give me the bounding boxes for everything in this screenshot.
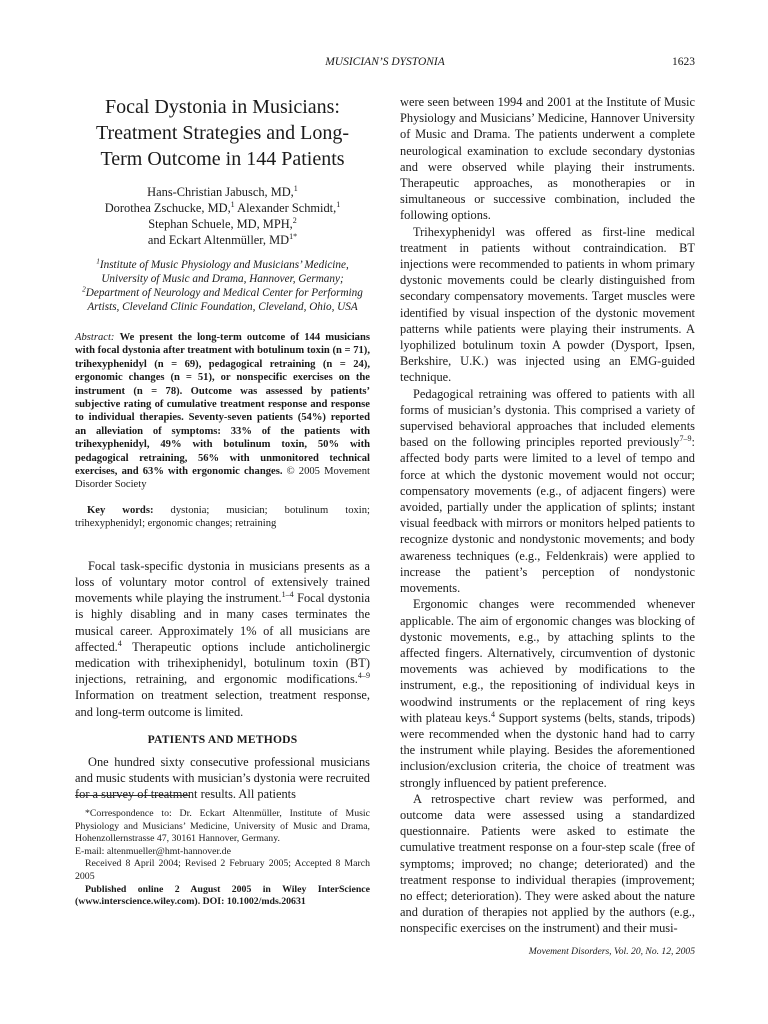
- abstract-text: We present the long-term outcome of 144 musicians with focal dystonia after treatment with botulinum toxin (n = 71), trihexyphenidyl (n = 69), pedagogical retraining (n = 24), ergonomic changes (n = 51), or nonspecific exercises on the instrument (n = 78). Outcome was assessed by patients’ subjective rating of cumulative treatment response and response to individual therapies. Seventy-seven patients (54%) reported an alleviation of symptoms: 33% of the patients with trihexyphenidyl, 49% with botulinum toxin, 50% with pedagogical retraining, 56% with unmonitored technical exercises, and 63% with ergonomic changes.: [75, 332, 370, 478]
- affiliations: $^1$Institute of Music Physiology and Musicians’ Medicine, University of Music and Drama, Hannover, Germany; $^2$Department of Neurology and Medical Center for Performing Artists, Cleveland Clinic Foundation, Cleveland, Ohio, USA: [82, 257, 363, 313]
- author-line: Hans-Christian Jabusch, MD,$^1$: [147, 183, 298, 199]
- right-column: [400, 94, 695, 937]
- footnotes: [75, 808, 370, 909]
- footnote-rule: [75, 795, 190, 796]
- abstract-copyright: © 2005 Movement Disorder Society: [75, 466, 370, 491]
- page-number: 1623: [672, 56, 695, 68]
- running-title: MUSICIAN’S DYSTONIA: [325, 56, 445, 68]
- methods-paragraph: One hundred sixty consecutive professional musicians and music students with musician’s dystonia were recruited for a survey of treatment results. All patients: [75, 754, 370, 802]
- received-note: Received 8 April 2004; Revised 2 February 2005; Accepted 8 March 2005: [75, 858, 370, 882]
- body-paragraph: Ergonomic changes were recommended whenever applicable. The aim of ergonomic changes was blocking of dystonic movements, e.g., by attaching splints to the affected fingers. Alternatively, circumvention of dystonic movements was achieved by modifications to the instrument, e.g., the repositioning of individual keys in woodwind instruments or the replacement of ring keys with plateau keys.$^4$ Support systems (belts, stands, tripods) were recommended when the dystonic hand had to carry the instrument while playing. Besides the aforementioned inclusion/exclusion criteria, the choice of treatment was strongly influenced by patient preference.: [400, 597, 695, 790]
- right-body: [400, 94, 695, 937]
- keywords-label: Key words:: [87, 504, 154, 516]
- citation: 7–9: [679, 434, 692, 444]
- abstract: [75, 331, 370, 492]
- author-list: [75, 184, 370, 248]
- running-header: [75, 56, 695, 72]
- affiliation-2: Department of Neurology and Medical Center for Performing Artists, Cleveland Clinic Foundation, Cleveland, Ohio, USA: [85, 287, 363, 313]
- abstract-label: Abstract:: [75, 332, 115, 343]
- author-line: Stephan Schuele, MD, MPH,$^2$: [148, 215, 297, 231]
- citation: 4: [117, 638, 122, 648]
- affiliation-1: Institute of Music Physiology and Musicians’ Medicine, University of Music and Drama, Hannover, Germany;: [99, 259, 349, 285]
- article-title: Focal Dystonia in Musicians: Treatment Strategies and Long-Term Outcome in 144 Patients: [95, 96, 350, 170]
- left-body: [75, 558, 370, 803]
- citation: 4–9: [357, 670, 370, 680]
- keywords-text: dystonia; musician; botulinum toxin; trihexyphenidyl; ergonomic changes; retraining: [75, 504, 370, 530]
- left-column: [75, 94, 370, 802]
- author-line: Dorothea Zschucke, MD,$^1$ Alexander Schmidt,$^1$: [104, 199, 341, 215]
- body-paragraph: A retrospective chart review was performed, and outcome data were assessed using a standardized questionnaire. Patients were asked to estimate the cumulative treatment response on a four-step scale (free of symptoms; improved; no change; deteriorated) and the treatment response to individual therapies (improvement; no effect; deterioration). They were asked about the nature and duration of therapies not applied by the authors (e.g., nonspecific exercises on the instrument) and their musi-: [400, 791, 695, 936]
- published-note: Published online 2 August 2005 in Wiley InterScience (www.interscience.wiley.com). DOI: 10.1002/mds.20631: [75, 883, 370, 908]
- section-heading: PATIENTS AND METHODS: [147, 732, 298, 746]
- citation: 4: [490, 709, 495, 719]
- citation: 1–4: [281, 589, 294, 599]
- keywords: [75, 504, 370, 531]
- intro-paragraph: Focal task-specific dystonia in musicians presents as a loss of voluntary motor control of extensively trained movements while playing the instrument.$^{1-4}$ Focal dystonia is highly disabling and in many cases terminates the musical career. Approximately 1% of all musicians are affected.$^4$ Therapeutic options include anticholinergic medication with trihexiphenidyl, botulinum toxin (BT) injections, retraining, and ergonomic modifications.$^{4-9}$ Information on treatment selection, treatment response, and long-term outcome is limited.: [75, 558, 370, 719]
- email-note: E-mail: altenmueller@hmt-hannover.de: [75, 845, 231, 857]
- body-paragraph: were seen between 1994 and 2001 at the Institute of Music Physiology and Musicians’ Medicine, Hannover University of Music and Drama. The patients underwent a complete neurological examination to exclude secondary dystonias and were observed while playing their instruments. Therapeutic approaches, as monotherapies or in simultaneous or successive combination, included the following options.: [400, 95, 695, 223]
- author-line: and Eckart Altenmüller, $MD^{1*}$: [147, 231, 298, 247]
- body-paragraph: Pedagogical retraining was offered to patients with all forms of musician’s dystonia. This comprised a variety of supervised behavioral approaches that included elements based on the following principles reported previously$^{7-9}$: affected body parts were limited to a level of tempo and force at which the dystonic movement would not occur; compensatory movements (e.g., of adjacent fingers) were avoided, partially under the application of splints; instant visual feedback with mirrors or monitors helped patients to recognize dystonic and nondystonic movements; and body awareness techniques (e.g., Feldenkrais) were applied to increase the patient’s perception of nondystonic movements.: [400, 386, 695, 596]
- body-paragraph: Trihexyphenidyl was offered as first-line medical treatment in patients without contraindication. BT injections were recommended to patients in whom primary dystonic movements could be clearly distinguished from secondary compensatory movements. Target muscles were identified by visual inspection of the dystonic movement patterns while patients were playing their instruments. A lyophilized botulinum toxin A powder (Dysport, Ipsen, Berkshire, U.K.) was injected using an EMG-guided technique.: [400, 224, 695, 385]
- journal-footer: Movement Disorders, Vol. 20, No. 12, 2005: [528, 946, 695, 957]
- correspondence-note: *Correspondence to: Dr. Eckart Altenmüller, Institute of Music Physiology and Musicians’ Medicine, University of Music and Drama, Hohenzollernstrasse 47, 30161 Hannover, Germany.: [75, 808, 370, 845]
